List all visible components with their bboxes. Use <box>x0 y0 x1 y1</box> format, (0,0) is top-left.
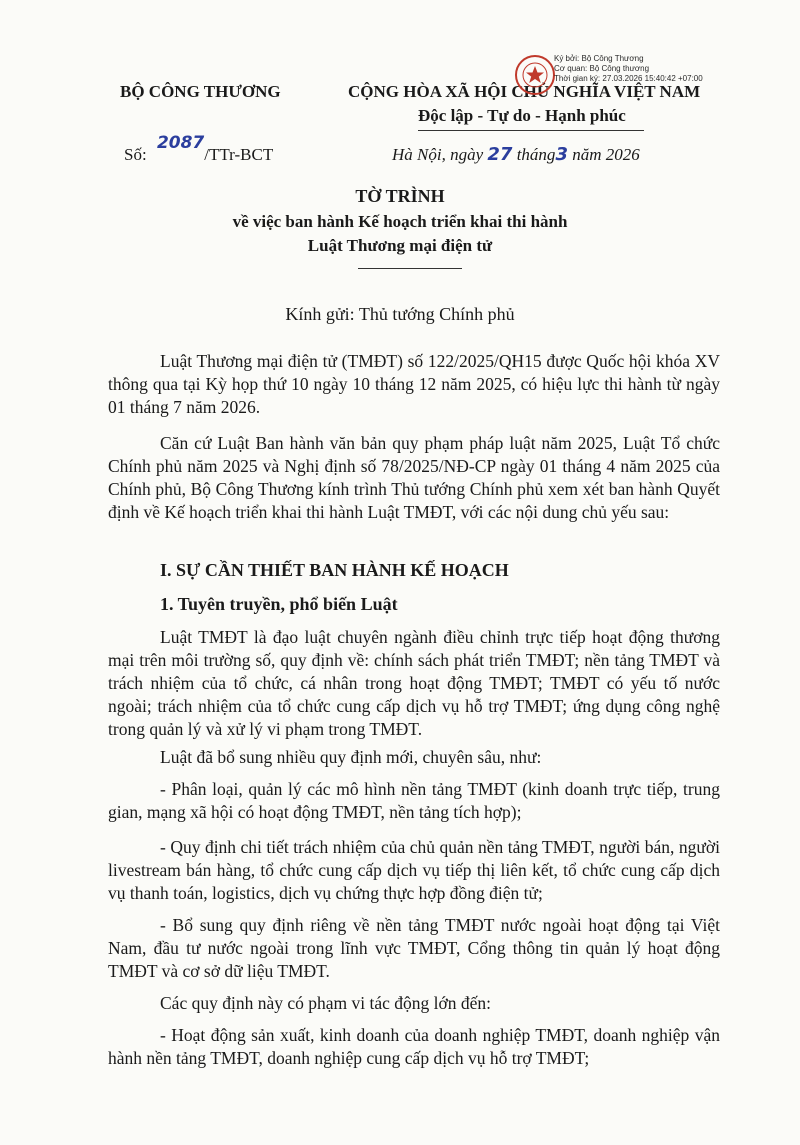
date-prefix: Hà Nội, ngày <box>392 145 484 164</box>
motto-underline <box>418 130 644 131</box>
title-subject-line2: Luật Thương mại điện tử <box>307 236 493 255</box>
handwritten-day: 27 <box>487 144 513 165</box>
year-text: năm 2026 <box>572 145 640 164</box>
impact-intro: Các quy định này có phạm vi tác động lớn đến: <box>160 993 491 1013</box>
nation-title: CỘNG HÒA XÃ HỘI CHỦ NGHĨA VIỆT NAM <box>348 82 701 101</box>
agency-name: BỘ CÔNG THƯƠNG <box>120 82 281 101</box>
section-heading: I. SỰ CẦN THIẾT BAN HÀNH KẾ HOẠCH <box>160 560 509 580</box>
document-title: TỜ TRÌNH <box>355 186 445 206</box>
month-label: tháng <box>516 145 556 164</box>
list-item: - Hoạt động sản xuất, kinh doanh của doanh nghiệp TMĐT, doanh nghiệp vận hành nền tảng TMĐT, doanh nghiệp cung cấp dịch vụ hỗ trợ TMĐT; <box>108 1025 720 1068</box>
list-item: - Phân loại, quản lý các mô hình nền tảng TMĐT (kinh doanh trực tiếp, trung gian, mạng xã hội có hoạt động TMĐT, nền tảng tích hợp); <box>108 779 720 822</box>
law-scope-paragraph: Luật TMĐT là đạo luật chuyên ngành điều chỉnh trực tiếp hoạt động thương mại trên môi trường số, quy định về: chính sách phát triển TMĐT; nền tảng TMĐT và trách nhiệm của tổ chức, cá nhân trong hoạt động TMĐT; TMĐT có yếu tố nước ngoài; trách nhiệm của tổ chức cung cấp dịch vụ hỗ trợ TMĐT; ứng dụng công nghệ trong quản lý và xử lý vi phạm trong TMĐT. <box>108 627 720 739</box>
recipient-line: Kính gửi: Thủ tướng Chính phủ <box>285 304 515 324</box>
seal-stamp-icon <box>514 54 556 96</box>
list-item: - Bổ sung quy định riêng về nền tảng TMĐT nước ngoài hoạt động tại Việt Nam, đầu tư nước ngoài trong lĩnh vực TMĐT, Cổng thông tin quản lý hoạt động TMĐT và cơ sở dữ liệu TMĐT. <box>108 915 720 981</box>
new-provisions-intro: Luật đã bổ sung nhiều quy định mới, chuyên sâu, như: <box>160 747 542 767</box>
document-number <box>124 133 274 165</box>
legal-basis-paragraph: Căn cứ Luật Ban hành văn bản quy phạm pháp luật năm 2025, Luật Tổ chức Chính phủ năm 2025 và Nghị định số 78/2025/NĐ-CP ngày 01 tháng 4 năm 2025 của Chính phủ, Bộ Công Thương kính trình Thủ tướng Chính phủ xem xét ban hành Quyết định về Kế hoạch triển khai thi hành Luật TMĐT, với các nội dung chủ yếu sau: <box>108 433 720 522</box>
intro-paragraph: Luật Thương mại điện tử (TMĐT) số 122/2025/QH15 được Quốc hội khóa XV thông qua tại Kỳ họp thứ 10 ngày 10 tháng 12 năm 2025, có hiệu lực thi hành từ ngày 01 tháng 7 năm 2026. <box>108 351 720 417</box>
number-suffix: /TTr-BCT <box>204 145 274 164</box>
signature-time: Thời gian ký: 27.03.2026 15:40:42 +07:00 <box>554 74 703 83</box>
digital-signature-info <box>554 54 703 84</box>
motto: Độc lập - Tự do - Hạnh phúc <box>418 106 626 125</box>
handwritten-month: 3 <box>555 144 568 165</box>
handwritten-number: 2087 <box>156 133 205 153</box>
title-subject-line1: về việc ban hành Kế hoạch triển khai thi hành <box>232 212 568 231</box>
date-line <box>392 144 640 165</box>
title-underline <box>358 268 462 269</box>
subsection-heading: 1. Tuyên truyền, phổ biến Luật <box>160 594 398 614</box>
number-prefix: Số: <box>124 145 147 164</box>
signature-agency: Cơ quan: Bộ Công thương <box>554 64 650 73</box>
list-item: - Quy định chi tiết trách nhiệm của chủ quản nền tảng TMĐT, người bán, người livestream bán hàng, tổ chức cung cấp dịch vụ tiếp thị liên kết, tổ chức cung cấp dịch vụ thanh toán, logistics, dịch vụ chứng thực hợp đồng điện tử; <box>108 837 720 903</box>
signature-signer: Ký bởi: Bộ Công Thương <box>554 54 644 63</box>
